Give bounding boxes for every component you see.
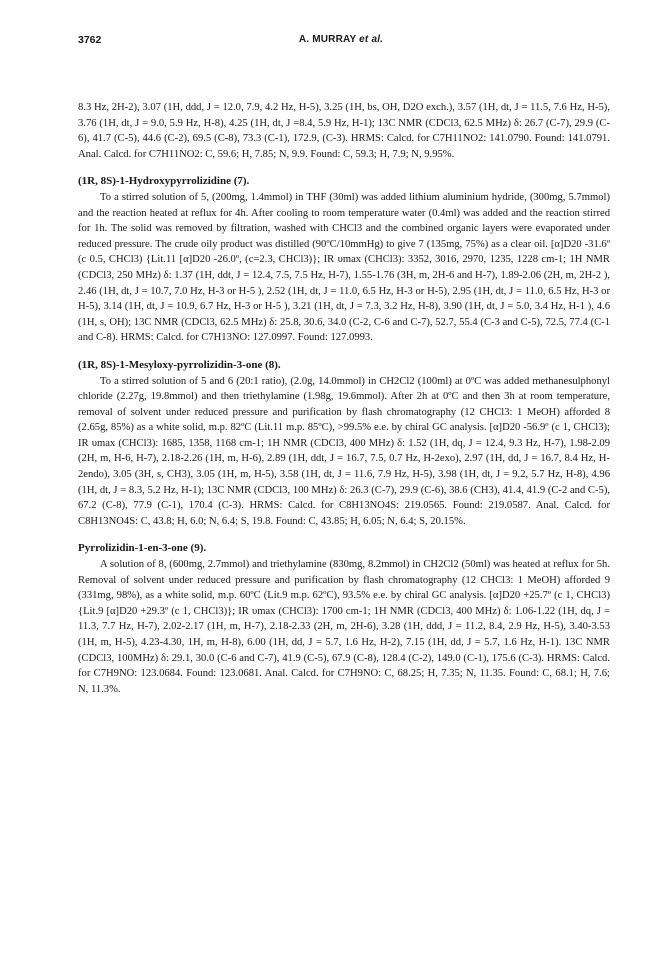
continued-section bbox=[78, 100, 610, 162]
running-title-authors: A. MURRAY bbox=[298, 34, 357, 45]
article-body bbox=[78, 100, 610, 697]
section-compound-8 bbox=[78, 358, 610, 530]
running-title bbox=[78, 34, 604, 45]
section-heading: (1R, 8S)-1-Hydroxypyrrolizidine (7). bbox=[78, 175, 250, 188]
page-header bbox=[78, 34, 604, 50]
running-title-suffix: et al. bbox=[359, 34, 384, 45]
section-paragraph: To a stirred solution of 5, (200mg, 1.4mmol) in THF (30ml) was added lithium aluminium hydride, (300mg, 5.7mmol) and the reaction heated at reflux for 4h. After cooling to room temperature water (0.4ml) was added and the reaction stirred for 1h. The solid was removed by filtration, washed with CHCl3 and the combined organic layers were evaporated under reduced pressure. The crude oily product was distilled (90ºC/10mmHg) to give 7 (135mg, 75%) as a clear oil. [α]D20 -31.6º (c 0.5, CHCl3) {Lit.11 [α]D20 -26.0º, (c=2.3, CHCl3)}; IR υmax (CHCl3): 3352, 3016, 2970, 1235, 1228 cm-1; 1H NMR (CDCl3, 250 MHz) δ: 1.37 (1H, ddt, J = 12.4, 7.5, 7.5 Hz, H-7), 1.55-1.76 (3H, m, 2H-6 and H-7), 1.89-2.06 (2H, m, 2H-2 ), 2.46 (1H, dt, J = 10.7, 7.0 Hz, H-3 or H-5 ), 2.52 (1H, dt, J = 11.0, 6.5 Hz, H-3 or H-5), 2.95 (1H, dt, J = 11.0, 6.5 Hz, H-3 or H-5), 3.14 (1H, dt, J = 10.9, 6.7 Hz, H-3 or H-5 ), 3.21 (1H, dt, J = 7.3, 3.2 Hz, H-8), 3.90 (1H, dt, J = 5.0, 3.4 Hz, H-1 ), 4.6 (1H, s, OH); 13C NMR (CDCl3, 62.5 MHz) δ: 25.8, 30.6, 34.0 (C-2, C-6 and C-7), 52.7, 55.4 (C-3 and C-5), 72.5, 77.4 (C-1 and C-8). HRMS: Calcd. for C7H13NO: 127.0997. Found: 127.0993. bbox=[78, 191, 610, 344]
section-heading: Pyrrolizidin-1-en-3-one (9). bbox=[78, 542, 207, 555]
section-paragraph: A solution of 8, (600mg, 2.7mmol) and triethylamine (830mg, 8.2mmol) in CH2Cl2 (50ml) was heated at reflux for 5h. Removal of solvent under reduced pressure and purification by flash chromatography (12 CHCl3: 1 MeOH) afforded 9 (331mg, 98%), as a white solid, m.p. 60ºC (Lit.9 m.p. 62ºC), 93.5% e.e. by chiral GC analysis. [α]D20 +25.7º (c 1, CHCl3) {Lit.9 [α]D20 +29.3º (c 1, CHCl3)}; IR υmax (CHCl3): 1700 cm-1; 1H NMR (CDCl3, 400 MHz) δ: 1.06-1.22 (1H, dq, J = 11.3, 7.7 Hz, H-7), 2.02-2.17 (1H, m, H-7), 2.18-2.33 (2H, m, 2H-6), 3.28 (1H, ddd, J = 11.2, 8.4, 2.9 Hz, H-5), 3.40-3.53 (1H, m, H-5), 4.23-4.30, 1H, m, H-8), 6.00 (1H, dd, J = 5.7, 1.6 Hz, H-2), 7.15 (1H, dd, J = 5.7, 1.6 Hz, H-1). 13C NMR (CDCl3, 100MHz) δ: 29.1, 30.0 (C-6 and C-7), 41.9 (C-5), 67.9 (C-8), 128.4 (C-2), 149.0 (C-1), 175.6 (C-3). HRMS: Calcd. for C7H9NO: 123.0684. Found: 123.0681. Anal. Calcd. for C7H9NO: C, 68.25; H, 7.35; N, 11.35. Found: C, 68.1; H, 7.6; N, 11.3%. bbox=[78, 559, 610, 695]
section-heading: (1R, 8S)-1-Mesyloxy-pyrrolizidin-3-one (8). bbox=[78, 358, 281, 371]
continued-paragraph: 8.3 Hz, 2H-2), 3.07 (1H, ddd, J = 12.0, 7.9, 4.2 Hz, H-5), 3.25 (1H, bs, OH, D2O exch.), 3.57 (1H, dt, J = 11.5, 7.6 Hz, H-5), 3.76 (1H, dt, J = 9.0, 5.9 Hz, H-8), 4.25 (1H, dt, J =8.4, 5.9 Hz, H-1); 13C NMR (CDCl3, 62.5 MHz) δ: 26.7 (C-7), 29.9 (C-6), 41.7 (C-5), 44.6 (C-2), 69.5 (C-8), 73.3 (C-1), 172.9, (C-3). HRMS: Calcd. for C7H11NO2: 141.0790. Found: 141.0791. Anal. Calcd. for C7H11NO2: C, 59.6; H, 7.85; N, 9.9. Found: C, 59.3; H, 7.9; N, 9.95%. bbox=[78, 102, 610, 160]
section-compound-7 bbox=[78, 174, 610, 346]
section-compound-9 bbox=[78, 541, 610, 697]
page-number: 3762 bbox=[78, 34, 102, 46]
section-paragraph: To a stirred solution of 5 and 6 (20:1 ratio), (2.0g, 14.0mmol) in CH2Cl2 (100ml) at 0ºC was added methanesulphonyl chloride (2.27g, 19.8mmol) and then triethylamine (1.98g, 19.6mmol). After 2h at 0ºC and then 3h at room temperature, removal of solvent under reduced pressure and purification by flash chromatography (12 CHCl3: 1 MeOH) afforded 8 (2.65g, 85%) as a white solid, m.p. 82ºC (Lit.11 m.p. 85ºC), >99.5% e.e. by chiral GC analysis. [α]D20 -56.9º (c 1, CHCl3); IR υmax (CHCl3): 1685, 1358, 1168 cm-1; 1H NMR (CDCl3, 400 MHz) δ: 1.52 (1H, dq, J = 12.4, 9.3 Hz, H-7), 1.98-2.09 (2H, m, H-6, H-7), 2.18-2.26 (1H, m, H-6), 2.89 (1H, ddt, J = 16.7, 7.5, 0.7 Hz, H-2exo), 2.97 (1H, dd, J = 16.7, 8.4 Hz, H-2endo), 3.05 (3H, s, CH3), 3.05 (1H, m, H-5), 3.58 (1H, dt, J = 11.6, 7.9 Hz, H-5), 3.98 (1H, dt, J = 9.2, 5.7 Hz, H-8), 4.96 (1H, dt, J = 8.3, 5.2 Hz, H-1); 13C NMR (CDCl3, 100 MHz) δ: 26.3 (C-7), 29.9 (C-6), 38.6 (CH3), 41.4, 41.9 (C-2 and C-5), 67.2 (C-8), 77.9 (C-1), 170.4 (C-3). HRMS: Calcd. for C8H13NO4S: 219.0565. Found: 219.0587. Anal. Calcd. for C8H13NO4S: C, 43.8; H, 6.0; N, 6.4; S, 19.8. Found: C, 43.85; H, 6.05; N, 6.4; S, 20.15%. bbox=[78, 375, 610, 527]
